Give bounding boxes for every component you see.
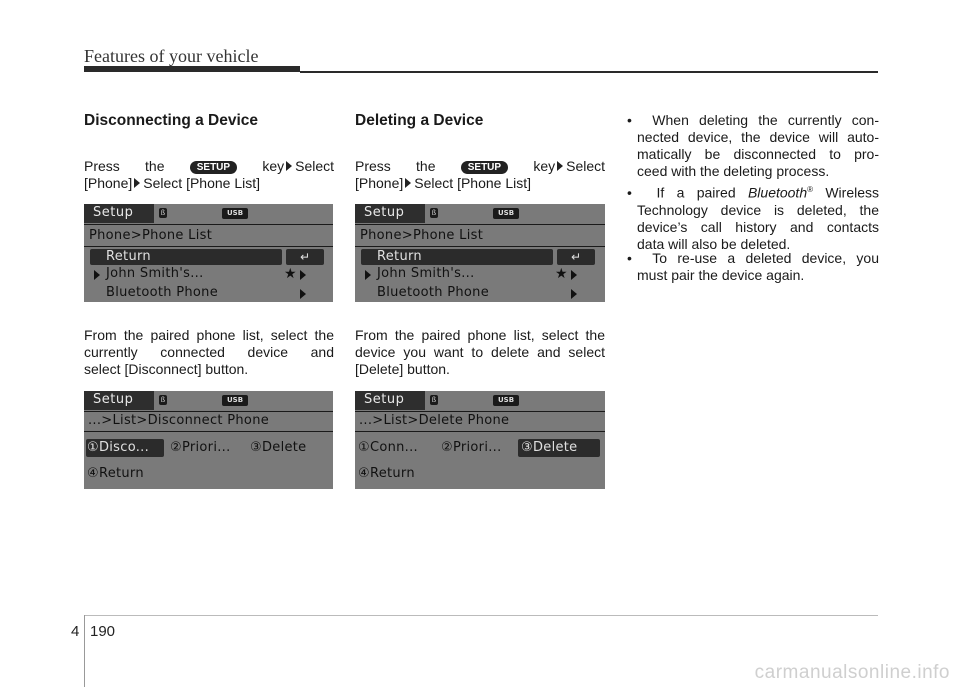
return-icon: ↵ (557, 249, 595, 265)
screen-path: Phone>Phone List (360, 228, 484, 243)
screen-title: Setup (93, 205, 134, 220)
paragraph-disconnect: From the paired phone list, select the currently connected device and select [Disconnect] button. (84, 327, 334, 377)
option-priority: ②Priori... (441, 440, 502, 455)
option-delete: ③Delete (250, 440, 307, 455)
page-number: 190 (90, 623, 116, 640)
screen-title: Setup (364, 392, 405, 407)
bluetooth-icon: ß (431, 396, 437, 404)
chevron-right-icon (365, 270, 371, 280)
usb-icon: USB (222, 395, 248, 406)
usb-icon: USB (493, 208, 519, 219)
arrow-right-icon (405, 178, 411, 188)
menu-item-bluetooth-phone: Bluetooth Phone (377, 285, 490, 300)
option-return: ④Return (87, 466, 144, 481)
section-heading-disconnect: Disconnecting a Device (84, 112, 259, 129)
arrow-right-icon (286, 161, 292, 171)
instruction-delete: Press the SETUP key Select [Phone] Select [Phone List] (355, 158, 606, 191)
option-priority: ②Priori... (170, 440, 231, 455)
chevron-right-icon (94, 270, 100, 280)
menu-item-return: Return (377, 249, 422, 264)
chevron-right-icon (300, 270, 306, 280)
chapter-number: 4 (71, 623, 80, 640)
screen-delete-phone (355, 391, 605, 489)
bluetooth-icon: ß (160, 396, 166, 404)
instruction-disconnect: Press the SETUP key Select [Phone] Select [Phone List] (84, 158, 335, 191)
screen-phone-list-left (84, 204, 333, 302)
option-return: ④Return (358, 466, 415, 481)
option-delete: ③Delete (521, 440, 578, 455)
menu-item-bluetooth-phone: Bluetooth Phone (106, 285, 219, 300)
screen-title: Setup (364, 205, 405, 220)
screen-path: ...>List>Delete Phone (359, 413, 510, 428)
chevron-right-icon (300, 289, 306, 299)
screen-disconnect-phone (84, 391, 333, 489)
arrow-right-icon (557, 161, 563, 171)
bullet-auto-disconnect: • When deleting the currently con- nected device, the device will auto- matically be disconnected to pro- ceed with the deleting process. (627, 112, 879, 179)
menu-item-device: John Smith's... (106, 266, 204, 281)
footer-divider (84, 615, 85, 687)
usb-icon: USB (222, 208, 248, 219)
option-disconnect: ①Disco... (87, 440, 150, 455)
watermark: carmanualsonline.info (754, 662, 950, 683)
page-header-title: Features of your vehicle (84, 46, 259, 66)
screen-phone-list-middle (355, 204, 605, 302)
arrow-right-icon (134, 178, 140, 188)
bullet-re-pair: • To re-use a deleted device, you must pair the device again. (627, 250, 879, 283)
option-connect: ①Conn... (358, 440, 418, 455)
paragraph-delete: From the paired phone list, select the device you want to delete and select [Delete] button. (355, 327, 605, 377)
setup-key-badge: SETUP (190, 161, 237, 174)
setup-key-badge: SETUP (461, 161, 508, 174)
star-icon: ★ (284, 266, 297, 282)
chevron-right-icon (571, 270, 577, 280)
bluetooth-icon: ß (431, 209, 437, 217)
chevron-right-icon (571, 289, 577, 299)
header-rule-thick (84, 66, 300, 72)
usb-icon: USB (493, 395, 519, 406)
bluetooth-icon: ß (160, 209, 166, 217)
footer-rule (84, 615, 878, 616)
bullet-history-deleted: • If a paired Bluetooth® Wireless Technology device is deleted, the device’s call history and contacts data will also be deleted. (627, 184, 880, 252)
section-heading-delete: Deleting a Device (355, 112, 484, 129)
star-icon: ★ (555, 266, 568, 282)
menu-item-device: John Smith's... (377, 266, 475, 281)
return-icon: ↵ (286, 249, 324, 265)
screen-path: ...>List>Disconnect Phone (88, 413, 270, 428)
menu-item-return: Return (106, 249, 151, 264)
screen-title: Setup (93, 392, 134, 407)
screen-path: Phone>Phone List (89, 228, 213, 243)
header-rule-thin (300, 71, 878, 73)
